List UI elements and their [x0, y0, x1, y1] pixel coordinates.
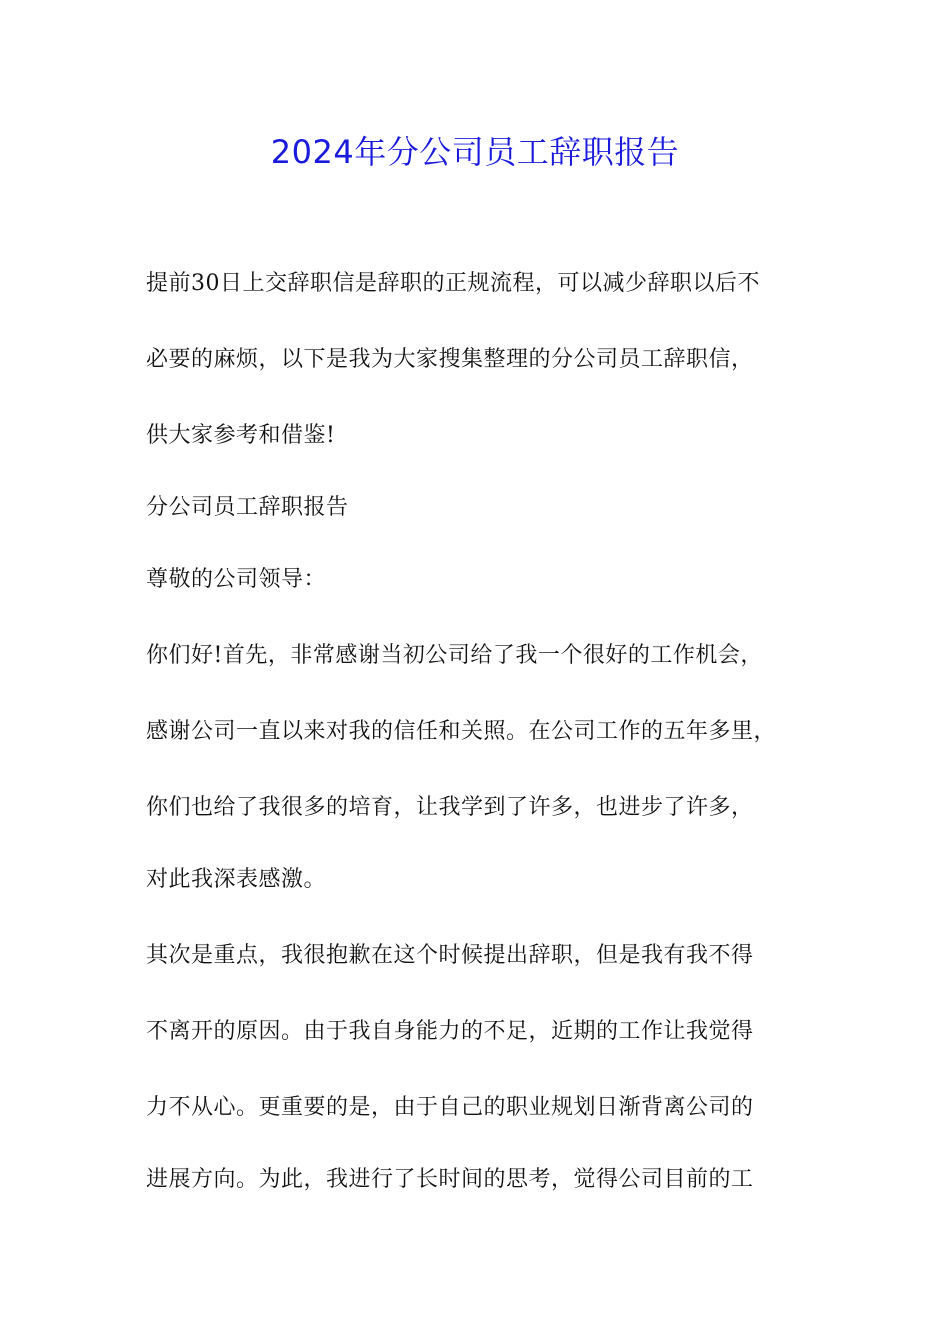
paragraph-line: 不离开的原因。由于我自身能力的不足，近期的工作让我觉得 [146, 1019, 754, 1044]
paragraph-line: 必要的麻烦，以下是我为大家搜集整理的分公司员工辞职信， [146, 347, 754, 372]
paragraph-line: 其次是重点，我很抱歉在这个时候提出辞职，但是我有我不得 [146, 943, 754, 968]
paragraph-line: 感谢公司一直以来对我的信任和关照。在公司工作的五年多里， [146, 719, 777, 744]
paragraph-line: 你们也给了我很多的培育，让我学到了许多，也进步了许多， [146, 795, 754, 820]
paragraph-line: 对此我深表感激。 [146, 867, 327, 892]
salutation: 尊敬的公司领导： [146, 567, 327, 592]
paragraph-line: 供大家参考和借鉴! [146, 423, 336, 448]
paragraph-line: 你们好!首先，非常感谢当初公司给了我一个很好的工作机会， [146, 643, 763, 668]
section-heading: 分公司员工辞职报告 [146, 495, 349, 520]
document-title: 2024年分公司员工辞职报告 [270, 133, 680, 171]
paragraph-line: 力不从心。更重要的是，由于自己的职业规划日渐背离公司的 [146, 1095, 754, 1120]
paragraph-line: 进展方向。为此，我进行了长时间的思考，觉得公司目前的工 [146, 1167, 754, 1192]
paragraph-line: 提前30日上交辞职信是辞职的正规流程，可以减少辞职以后不 [146, 271, 760, 296]
